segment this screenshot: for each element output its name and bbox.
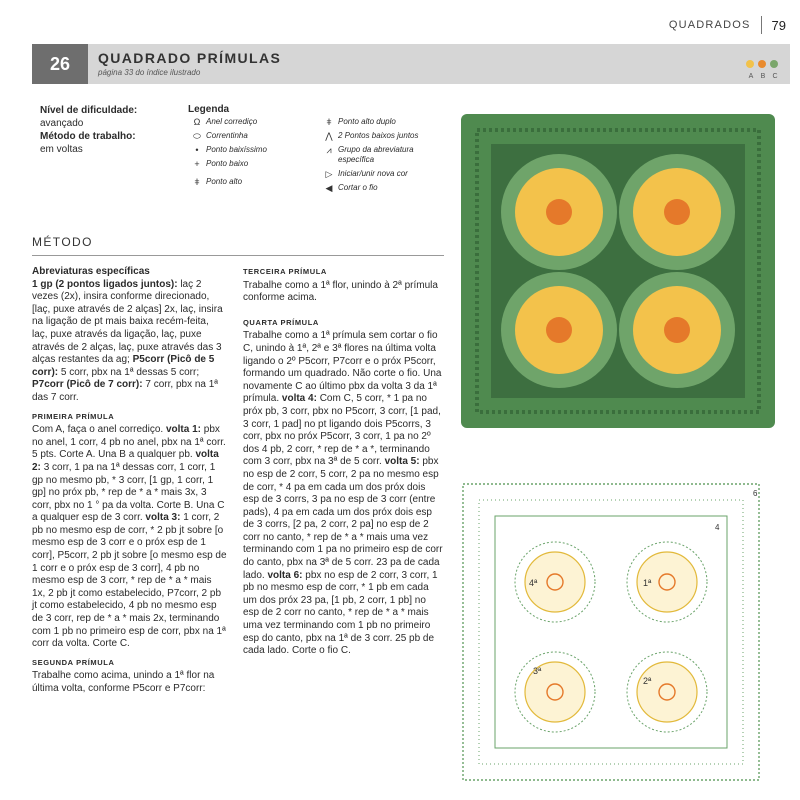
- fourth-intro: Trabalhe como a 1ª prímula sem cortar o fio C, unindo à 1ª, 2ª e 3ª flores na última volta ligando o 2º P5corr, P7corr e o próx P5corr, formando um quadrado. Não corte o fio. Una novamente C ao último pbx da volta 3 da 1ª prímula.: [243, 330, 442, 405]
- single-crochet-icon: +: [194, 159, 200, 169]
- round-3-body: 1 corr, 2 pb no mesmo esp de corr, * 2 pb jt sobre [o mesmo esp de 3 corr e o próx esp de 1 corr], P5corr, 2 pb jt sobre [o mesmo esp de 1 corr e o próx esp de 3 corr], 4 pb no mesmo esp de 3 corr, * rep de * a * mais 1x, 2 pb jt como estabelecido, P7corr, 2 pb jt como estabelecido, 4 pb no mesmo esp de 3 corr, rep de * a * mais 2x, terminando com 1 pb no primeiro esp de corr, pbx na 1ª corr da volta. Corte C.: [32, 512, 227, 650]
- legend-label: Ponto baixíssimo: [206, 145, 267, 154]
- third-primrose-body: Trabalhe como a 1ª flor, unindo à 2ª prímula conforme acima.: [243, 279, 438, 304]
- legend-item: [320, 169, 448, 179]
- sc2tog-icon: ⋀: [325, 131, 333, 141]
- legend-item: [188, 159, 316, 169]
- legend-label: Ponto alto duplo: [338, 117, 396, 126]
- diagram-label-2: 2ª: [643, 676, 652, 686]
- round-1-head: volta 1:: [165, 424, 201, 436]
- page-number: 79: [771, 17, 786, 33]
- chain-icon: ⬭: [193, 131, 201, 141]
- flower-bottom-left: [501, 272, 617, 388]
- legend-item: [320, 131, 448, 141]
- round-4-head: volta 4:: [281, 393, 317, 405]
- pattern-title: QUADRADO PRÍMULAS: [98, 50, 282, 66]
- abbreviations-body: [32, 279, 227, 405]
- color-key-labels: [748, 73, 778, 80]
- color-dot-a: [746, 60, 754, 68]
- color-key: [746, 60, 778, 68]
- header-divider: [761, 16, 762, 34]
- difficulty-value: avançado: [40, 118, 84, 129]
- second-primrose-body: Trabalhe como acima, unindo a 1ª flor na última volta, conforme P5corr e P7corr:: [32, 670, 215, 694]
- third-primrose-title: TERCEIRA PRÍMULA: [243, 267, 327, 276]
- adjustable-ring-icon: Ω: [193, 117, 201, 127]
- legend-title: Legenda: [188, 104, 230, 115]
- method-divider: [32, 255, 444, 256]
- diagram-label-1: 1ª: [643, 578, 652, 588]
- first-primrose-title: PRIMEIRA PRÍMULA: [32, 411, 115, 421]
- legend-item: [188, 131, 316, 141]
- legend-label: Cortar o fio: [338, 183, 378, 192]
- treble-crochet-icon: ǂ: [326, 117, 332, 127]
- second-primrose-title: SEGUNDA PRÍMULA: [32, 657, 115, 667]
- abbr-p7-body: 7 corr, pbx na 1ª das 7 corr.: [32, 379, 219, 403]
- round-1-body: pbx no anel, 1 corr, 4 pb no anel, pbx na 1ª corr. 5 pts. Corte A. Una B a qualquer pb.: [32, 424, 226, 461]
- color-label-a: A: [748, 73, 754, 80]
- legend-item: [320, 183, 448, 193]
- legend-label: 2 Pontos baixos juntos: [338, 131, 419, 140]
- stitch-diagram: [457, 470, 779, 792]
- method-heading: MÉTODO: [32, 235, 93, 249]
- legend-item: [188, 145, 316, 155]
- color-label-c: C: [772, 73, 778, 80]
- legend-label: Correntinha: [206, 131, 248, 140]
- running-head: [669, 16, 786, 34]
- first-intro: Com A, faça o anel corrediço.: [32, 424, 164, 436]
- stitch-legend: [188, 104, 448, 197]
- legend-item: [320, 117, 448, 127]
- diagram-flower-2: [627, 542, 707, 622]
- flower-top-left: [501, 154, 617, 270]
- crochet-square-photo: [457, 110, 779, 432]
- legend-column-left: [188, 117, 316, 197]
- method-value: em voltas: [40, 144, 83, 155]
- diagram-flower-4: [627, 652, 707, 732]
- fourth-primrose-title: QUARTA PRÍMULA: [243, 317, 319, 327]
- flower-bottom-right: [619, 272, 735, 388]
- difficulty-label: Nível de dificuldade:: [40, 105, 138, 116]
- abbr-p5-head: P5corr (Picô de 5 corr):: [32, 354, 215, 378]
- round-2-body: 3 corr, 1 pa na 1ª dessas corr, 1 corr, 1 gp no mesmo pb, * 3 corr, [1 gp, 1 corr, 1 gp] no próx pb, * rep de * a * mais 3x, 3 corr, pbx no 1 ° pa da volta. Corte B. Una C a qualquer esp de 3 corr.: [32, 461, 225, 524]
- slip-stitch-icon: •: [195, 145, 199, 155]
- diagram-label-3: 3ª: [533, 666, 542, 676]
- abbr-p5-body: 5 corr, pbx na 1ª dessas 5 corr;: [60, 366, 200, 378]
- color-dot-b: [758, 60, 766, 68]
- round-4-body: Com C, 5 corr, * 1 pa no próx pb, 3 corr, pbx no P5corr, 3 corr, [1 pad, 3 corr, 1 pad] no pt ligando dois P5corrs, 3 corr, pbx no próx P5corr, 3 corr, 1 pa no 2º dos 4 pb, 2 corr, * rep de * a *, terminando com 3 corr, pbx na 3ª de 5 corr.: [243, 393, 441, 468]
- abbr-gp-head: 1 gp (2 pontos ligados juntos):: [32, 278, 178, 290]
- round-6-head: volta 6:: [267, 569, 303, 581]
- legend-item: [188, 117, 316, 127]
- flower-top-right: [619, 154, 735, 270]
- round-5-head: volta 5:: [384, 456, 420, 468]
- section-name: QUADRADOS: [668, 19, 751, 31]
- instructions-column-2: [243, 266, 443, 662]
- legend-label: Ponto baixo: [206, 159, 249, 168]
- legend-label: Grupo da abreviatura específica: [338, 145, 414, 164]
- legend-item: [320, 145, 448, 165]
- instructions-column-1: [32, 266, 227, 700]
- round-2-head: volta 2:: [32, 449, 219, 473]
- legend-item: [188, 177, 316, 187]
- legend-label: Iniciar/unir nova cor: [338, 169, 408, 178]
- diagram-middle-round: [479, 500, 743, 764]
- join-color-icon: ▷: [325, 169, 333, 179]
- color-label-b: B: [760, 73, 766, 80]
- legend-label: Anel corrediço: [206, 117, 258, 126]
- double-crochet-icon: ǂ: [194, 177, 200, 187]
- round-number-6: 6: [753, 489, 758, 498]
- cut-yarn-icon: ◀: [325, 183, 333, 193]
- color-dot-c: [770, 60, 778, 68]
- legend-column-right: [320, 117, 448, 197]
- round-6-body: pbx no esp de 2 corr, 3 corr, 1 pb no mesmo esp de corr, * 1 pb em cada um dos próx 23 pa, [1 pb, 2 corr, 1 pb] no esp de 2 corr no canto, * rep de * a * mais uma vez terminando com 1 pb no primeiro esp do canto, pbx na 1ª de 3 corr. 25 pb de cada lado.: [243, 569, 438, 657]
- method-label: Método de trabalho:: [40, 131, 136, 142]
- diagram-label-4: 4ª: [529, 578, 538, 588]
- abbr-gp-body: laç 2 vezes (2x), insira conforme direcionado, [laç, puxe através de 2 alças] 2x, laç, insira na ligação de pt mais baixa recém-feita, laç, puxe através da ligação, laç, puxe através de 2 alças, laç, puxe através das 3 alças restantes da ag;: [32, 278, 223, 366]
- diagram-flower-1: [515, 542, 595, 622]
- pattern-number: 26: [32, 44, 88, 84]
- round-3-head: volta 3:: [145, 512, 181, 524]
- fourth-primrose-body: [243, 330, 443, 657]
- abbreviations-title: Abreviaturas específicas: [32, 266, 150, 277]
- pattern-reference: página 33 do índice ilustrado: [98, 68, 201, 77]
- first-primrose-body: [32, 424, 227, 651]
- pattern-meta: [40, 104, 185, 156]
- fourth-end: Corte o fio C.: [291, 645, 351, 657]
- round-5-body: pbx no esp de 2 corr, 5 corr, 2 pa no mesmo esp de corr, * 4 pa em cada um dos próx dois esp de 3 corrs, 3 pa no esp de 3 corr (entre pads), 4 pa em cada um dos próx dois esp de 3 corrs, [2 pa, 2 corr, 2 pa] no esp de 2 corr no canto, * rep de * a * mais uma vez terminando com 1 pa no primeiro esp de corr do canto, pbx na 3ª de 5 corr. 23 pa de cada lado.: [243, 456, 443, 581]
- round-number-4: 4: [715, 523, 720, 532]
- legend-label: Ponto alto: [206, 177, 243, 186]
- special-abbrev-icon: ⩘: [326, 145, 332, 155]
- abbr-p7-head: P7corr (Picô de 7 corr):: [32, 379, 143, 391]
- diagram-flower-3: [515, 652, 595, 732]
